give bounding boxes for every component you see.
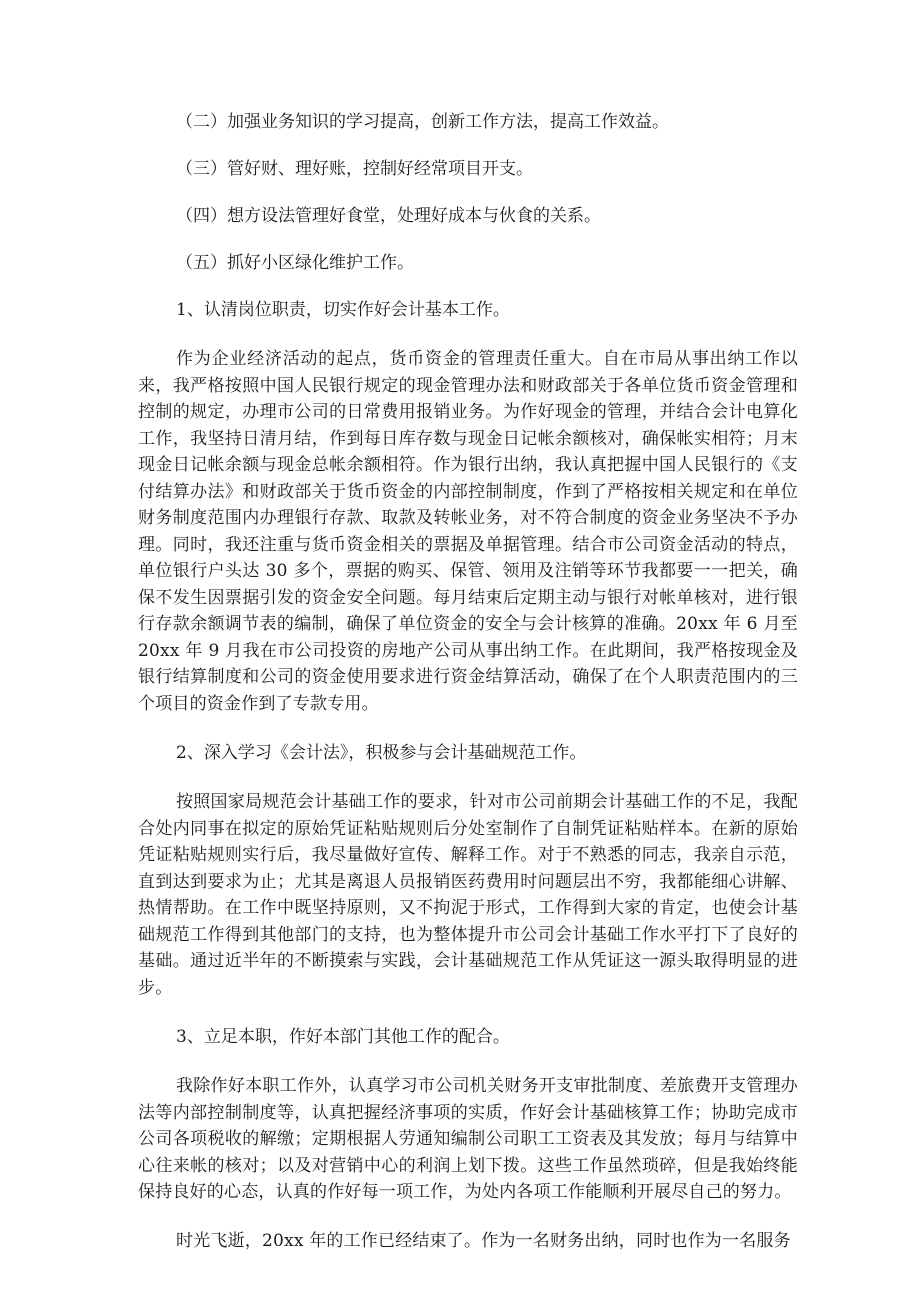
section-1-heading: 1、认清岗位职责，切实作好会计基本工作。 [176, 300, 510, 320]
section-1-body: 作为企业经济活动的起点，货币资金的管理责任重大。自在市局从事出纳工作以来，我严格按照中国人民银行规定的现金管理办法和财政部关于各单位货币资金管理和控制的规定，办理市公司的日常费用报销业务。为作好现金的管理，并结合会计电算化工作，我坚持日清月结，作到每日库存数与现金日记帐余额核对，确保帐实相符；月末现金日记帐余额与现金总帐余额相符。作为银行出纳，我认真把握中国人民银行的《支付结算办法》和财政部关于货币资金的内部控制制度，作到了严格按相关规定和在单位财务制度范围内办理银行存款、取款及转帐业务，对不符合制度的资金业务坚决不予办理。同时，我还注重与货币资金相关的票据及单据管理。结合市公司资金活动的特点，单位银行户头达 30 多个，票据的购买、保管、领用及注销等环节我都要一一把关，确保不发生因票据引发的资金安全问题。每月结束后定期主动与银行对帐单核对，进行银行存款余额调节表的编制，确保了单位资金的安全与会计核算的准确。20xx 年 6 月至 20xx 年 9 月我在市公司投资的房地产公司从事出纳工作。在此期间，我严格按现金及银行结算制度和公司的资金使用要求进行资金结算活动，确保了在个人职责范围内的三个项目的资金作到了专款专用。 [138, 349, 798, 714]
list-item-4: （四）想方设法管理好食堂，处理好成本与伙食的关系。 [176, 206, 601, 226]
closing-paragraph: 时光飞逝，20xx 年的工作已经结束了。作为一名财务出纳，同时也作为一名服务 [176, 1230, 791, 1251]
section-2-heading: 2、深入学习《会计法》，积极参与会计基础规范工作。 [176, 743, 587, 763]
list-item-3: （三）管好财、理好账，控制好经常项目开支。 [176, 159, 533, 179]
section-3-body: 我除作好本职工作外，认真学习市公司机关财务开支审批制度、差旅费开支管理办法等内部控制制度等，认真把握经济事项的实质，作好会计基础核算工作；协助完成市公司各项税收的解缴；定期根据人劳通知编制公司职工工资表及其发放；每月与结算中心往来帐的核对；以及对营销中心的利润上划下拨。这些工作虽然琐碎，但是我始终能保持良好的心态，认真的作好每一项工作，为处内各项工作能顺利开展尽自己的努力。 [138, 1076, 798, 1202]
section-3-heading: 3、立足本职，作好本部门其他工作的配合。 [176, 1027, 510, 1047]
document-page [138, 108, 798, 1254]
list-item-2: （二）加强业务知识的学习提高，创新工作方法，提高工作效益。 [176, 112, 669, 132]
list-item-5: （五）抓好小区绿化维护工作。 [176, 253, 414, 273]
section-2-body: 按照国家局规范会计基础工作的要求，针对市公司前期会计基础工作的不足，我配合处内同事在拟定的原始凭证粘贴规则后分处室制作了自制凭证粘贴样本。在新的原始凭证粘贴规则实行后，我尽量做好宣传、解释工作。对于不熟悉的同志，我亲自示范，直到达到要求为止；尤其是离退人员报销医药费用时问题层出不穷，我都能细心讲解、热情帮助。在工作中既坚持原则，又不拘泥于形式，工作得到大家的肯定，也使会计基础规范工作得到其他部门的支持，也为整体提升市公司会计基础工作水平打下了良好的基础。通过近半年的不断摸索与实践，会计基础规范工作从凭证这一源头取得明显的进步。 [138, 792, 798, 998]
